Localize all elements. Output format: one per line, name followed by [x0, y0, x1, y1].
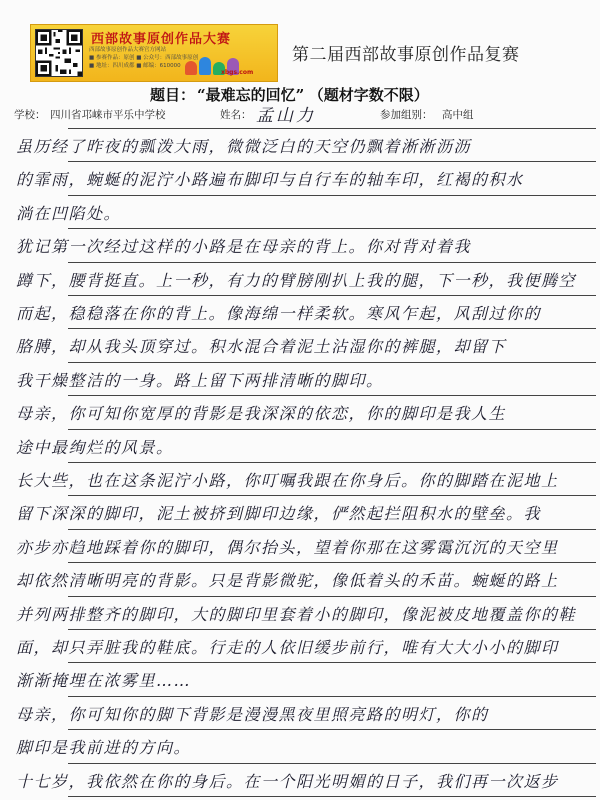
handwritten-line: 的霏雨，蜿蜒的泥泞小路遍布脚印与自行车的轴车印，红褐的积水: [16, 170, 524, 190]
handwritten-line: 母亲，你可知你的脚下背影是漫漫黑夜里照亮路的明灯，你的: [16, 704, 489, 724]
name-label: 姓名：: [220, 109, 252, 121]
topic-label: 题目：: [150, 86, 196, 104]
handwritten-line: 却依然清晰明亮的背影。只是背影微驼，像低着头的禾苗。蜿蜒的路上: [16, 571, 559, 591]
handwritten-line: 途中最绚烂的风景。: [16, 437, 174, 457]
handwritten-line: 虽历经了昨夜的瓢泼大雨，微微泛白的天空仍飘着淅淅沥沥: [16, 137, 472, 156]
banner-title: 西部故事原创作品大赛: [91, 32, 232, 47]
handwritten-line: 并列两排整齐的脚印，大的脚印里套着小的脚印，像泥被皮地覆盖你的鞋: [16, 604, 577, 624]
group-value: 高中组: [442, 109, 474, 121]
handwritten-line: 淌在凹陷处。: [16, 203, 122, 223]
banner-line: ■ 参赛作品：原创 ■ 公众号：西部故事原创: [89, 55, 199, 61]
topic-main: “最难忘的回忆”: [197, 86, 305, 104]
handwritten-line: 我干燥整洁的一身。路上留下两排清晰的脚印。: [16, 370, 384, 390]
handwritten-line: 蹲下，腰背挺直。上一秒，有力的臂膀刚扒上我的腿，下一秒，我便腾空: [16, 270, 577, 290]
banner-line: ■ 地址：四川成都 ■ 邮编：610000: [89, 63, 181, 69]
school-label: 学校：: [14, 109, 46, 121]
banner-url: xbgs.com: [221, 69, 254, 76]
topic-note: （题材字数不限）: [316, 86, 429, 104]
student-name: 孟山力: [256, 106, 316, 126]
qr-code-icon: [35, 29, 83, 77]
entry-info-row: [0, 106, 600, 126]
handwritten-line: 而起，稳稳落在你的背上。像海绵一样柔软。寒风乍起，风刮过你的: [16, 304, 542, 323]
handwritten-line: 长大些，也在这条泥泞小路，你叮嘱我跟在你身后。你的脚踏在泥地上: [16, 471, 559, 490]
handwritten-line: 脚印是我前进的方向。: [16, 738, 192, 758]
banner-line: 西部故事原创作品大赛官方网站: [89, 47, 167, 53]
handwritten-line: 亦步亦趋地踩着你的脚印，偶尔抬头，望着你那在这雾霭沉沉的天空里: [16, 537, 559, 557]
handwritten-line: 胳膊，却从我头顶穿过。积水混合着泥土沾湿你的裤腿，却留下: [16, 337, 507, 357]
group-label: 参加组别：: [380, 109, 433, 121]
school-value: 四川省邛崃市平乐中学校: [50, 109, 166, 121]
handwritten-line: 渐渐掩埋在浓雾里……: [16, 671, 192, 691]
handwritten-line: 母亲，你可知你宽厚的背影是我深深的依恋，你的脚印是我人生: [16, 404, 507, 424]
writing-paper: [16, 128, 596, 800]
handwritten-line: 面，却只弄脏我的鞋底。行走的人依旧缓步前行，唯有大大小小的脚印: [16, 638, 559, 657]
handwritten-line: 留下深深的脚印，泥土被挤到脚印边缘，俨然起拦阻积水的壁垒。我: [16, 504, 542, 524]
handwritten-line: 犹记第一次经过这样的小路是在母亲的背上。你对背对着我: [16, 237, 472, 257]
contest-title: 第二届西部故事原创作品复赛: [292, 45, 520, 65]
contest-banner: [30, 24, 278, 82]
ruled-line: [68, 128, 596, 129]
essay-topic: [150, 84, 550, 105]
handwritten-line: 十七岁，我依然在你的身后。在一个阳光明媚的日子，我们再一次返步: [16, 771, 559, 791]
